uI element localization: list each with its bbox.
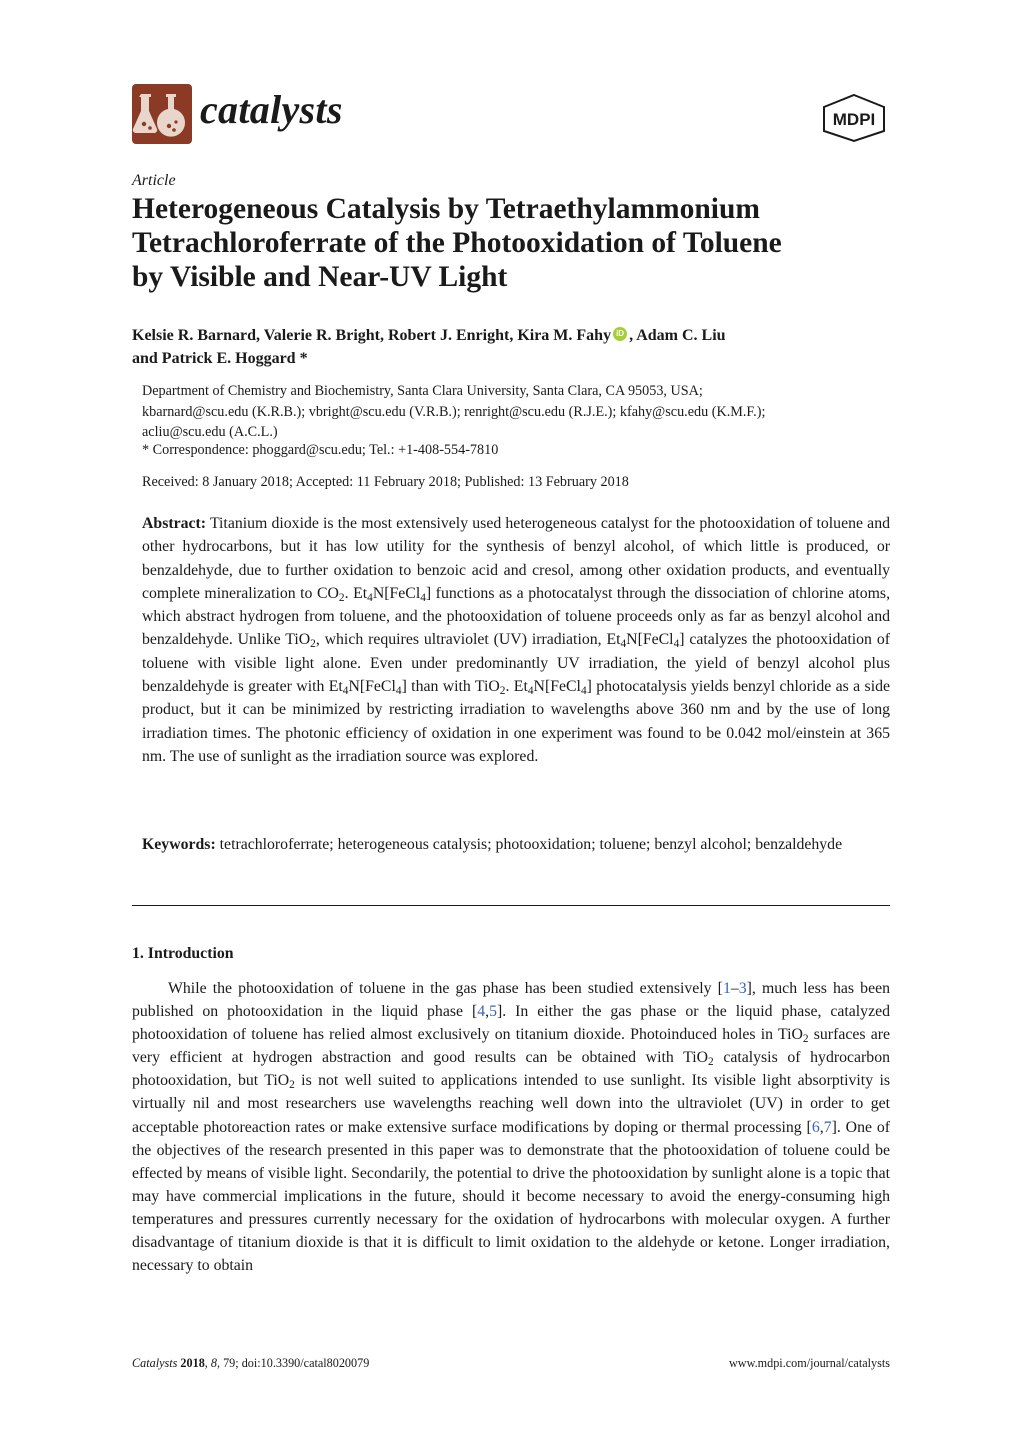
article-title: [132, 192, 892, 294]
abstract-text: N[FeCl: [348, 678, 396, 696]
citation-link[interactable]: 3: [738, 980, 747, 997]
title-line: by Visible and Near-UV Light: [132, 261, 508, 293]
citation-link[interactable]: 5: [489, 1003, 497, 1021]
abstract-text: Titanium dioxide is the most extensively used heterogeneous catalyst for the photooxidation of toluene and other hydrocarbons, but it has low utility for the synthesis of benzyl alcohol, of which little is produced, or benzaldehyde, due to further oxidation to benzoic acid and cresol, among other oxidation products, and eventually complete mineralization to CO: [142, 515, 890, 602]
authors-line: [132, 324, 892, 347]
body-text: ], much less has been published on photooxidation in the liquid phase [: [132, 980, 890, 1021]
authors-text: Kelsie R. Barnard, Valerie R. Bright, Robert J. Enright, Kira M. Fahy: [132, 327, 612, 344]
affiliation: [142, 381, 892, 443]
body-text: ]. One of the objectives of the research presented in this paper was to demonstrate that the photooxidation of toluene could be effected by means of visible light. Secondarily, the potential to drive the photooxidation by sunlight alone is a topic that may have commercial implications in the future, should it become necessary to avoid the energy-consuming high temperatures and pressures currently necessary for the oxidation of hydrocarbons with molecular oxygen. A further disadvantage of titanium dioxide is that it is difficult to limit oxidation to the aldehyde or ketone. Longer irradiation, necessary to obtain: [132, 1118, 890, 1275]
footer-journal: Catalysts: [132, 1356, 178, 1370]
citation-link[interactable]: 1: [722, 980, 731, 997]
title-line: Heterogeneous Catalysis by Tetraethylammonium: [132, 193, 760, 225]
footer-year: 2018: [180, 1356, 205, 1370]
article-type: Article: [132, 172, 176, 189]
orcid-icon[interactable]: iD: [613, 327, 627, 341]
citation-link[interactable]: 6: [811, 1118, 820, 1136]
journal-url[interactable]: www.mdpi.com/journal/catalysts: [728, 1356, 890, 1370]
correspondence: * Correspondence: phoggard@scu.edu; Tel.: +1-408-554-7810: [142, 442, 499, 458]
abstract-label: Abstract:: [142, 515, 207, 532]
abstract-text: N[FeCl: [533, 678, 581, 696]
keywords-text: tetrachloroferrate; heterogeneous catalysis; photooxidation; toluene; benzyl alcohol; benzaldehyde: [215, 836, 843, 853]
citation-link[interactable]: 7: [823, 1118, 832, 1136]
publication-dates: Received: 8 January 2018; Accepted: 11 February 2018; Published: 13 February 2018: [142, 474, 629, 490]
affiliation-line: Department of Chemistry and Biochemistry, Santa Clara University, Santa Clara, CA 95053, USA;: [142, 383, 703, 399]
footer-volume: 8: [210, 1356, 217, 1370]
keywords: [142, 833, 890, 856]
title-line: Tetrachloroferrate of the Photooxidation of Toluene: [132, 227, 782, 259]
journal-name: catalysts: [200, 87, 343, 132]
subscript: 4: [395, 685, 402, 698]
abstract: [142, 512, 890, 768]
body-text: surfaces are very efficient at hydrogen abstraction and good results can be obtained with TiO: [132, 1026, 890, 1067]
section-heading: 1. Introduction: [132, 945, 234, 962]
body-text: ]. In either the gas phase or the liquid phase, catalyzed photooxidation of toluene has relied almost exclusively on titanium dioxide. Photoinduced holes in TiO: [132, 1003, 891, 1044]
mdpi-logo-text: MDPI: [832, 110, 876, 129]
authors-text: , Adam C. Liu: [629, 327, 726, 344]
body-text: –: [730, 980, 739, 997]
body-text: While the photooxidation of toluene in the gas phase has been studied extensively [: [168, 980, 723, 997]
authors-line: and Patrick E. Hoggard *: [132, 350, 308, 367]
catalysts-flask-logo-icon: [132, 84, 192, 144]
body-text: catalysis of hydrocarbon photooxidation, but TiO: [132, 1049, 890, 1090]
abstract-text: ] functions as a photocatalyst through the dissociation of chlorine atoms, which abstract hydrogen from toluene, and the photooxidation of toluene proceeds only as far as benzyl alcohol and benzaldehyde. Unlike TiO: [142, 584, 891, 649]
section-divider: [132, 905, 890, 906]
abstract-text: N[FeCl: [372, 584, 421, 602]
introduction-paragraph: [132, 977, 890, 1277]
footer-doi: , 79; doi:10.3390/catal8020079: [216, 1356, 370, 1370]
citation-link[interactable]: 4: [477, 1003, 486, 1021]
affiliation-emails: kbarnard@scu.edu (K.R.B.); vbright@scu.edu (V.R.B.); renright@scu.edu (R.J.E.); kfahy@scu.edu (K.M.F.);: [142, 403, 766, 420]
author-list: [132, 324, 892, 370]
subscript: 4: [620, 638, 627, 651]
body-text: is not well suited to applications intended to use sunlight. Its visible light absorptivity is virtually nil and most researchers use wavelengths reaching well down into the ultraviolet (UV) in order to get acceptable photoreaction rates or make extensive surface modifications by doping or thermal processing [: [132, 1072, 890, 1136]
body-text: ,: [819, 1118, 824, 1136]
abstract-text: N[FeCl: [626, 631, 674, 649]
subscript: 4: [342, 685, 349, 698]
subscript: 4: [420, 592, 426, 605]
subscript: 2: [289, 1079, 295, 1092]
subscript: 2: [310, 638, 316, 651]
subscript: 4: [367, 592, 373, 605]
abstract-text: . Et: [344, 584, 368, 602]
abstract-text: . Et: [505, 678, 528, 696]
affiliation-emails: acliu@scu.edu (A.C.L.): [142, 424, 278, 440]
subscript: 4: [580, 685, 587, 698]
subscript: 2: [802, 1033, 809, 1046]
abstract-text: ] photocatalysis yields benzyl chloride as a side product, but it can be minimized by restricting irradiation to wavelengths above 360 nm and by the use of long irradiation times. The photonic efficiency of oxidation in one experiment was found to be 0.042 mol/einstein at 365 nm. The use of sunlight as the irradiation source was explored.: [142, 678, 891, 765]
subscript: 4: [527, 685, 534, 698]
abstract-text: , which requires ultraviolet (UV) irradiation, Et: [315, 631, 621, 649]
subscript: 4: [673, 638, 680, 651]
abstract-text: ] catalyzes the photooxidation of toluene with visible light alone. Even under predominantly UV irradiation, the yield of benzyl alcohol plus benzaldehyde is greater with Et: [142, 631, 890, 696]
keywords-label: Keywords:: [142, 836, 216, 853]
body-text: ,: [485, 1003, 490, 1021]
citation-footer: Catalysts 2018, 8, 79; doi:10.3390/catal8020079: [132, 1356, 370, 1370]
mdpi-logo-icon: [818, 93, 890, 143]
subscript: 2: [338, 592, 345, 605]
subscript: 2: [708, 1056, 714, 1069]
abstract-text: ] than with TiO: [401, 678, 500, 696]
subscript: 2: [499, 685, 506, 698]
